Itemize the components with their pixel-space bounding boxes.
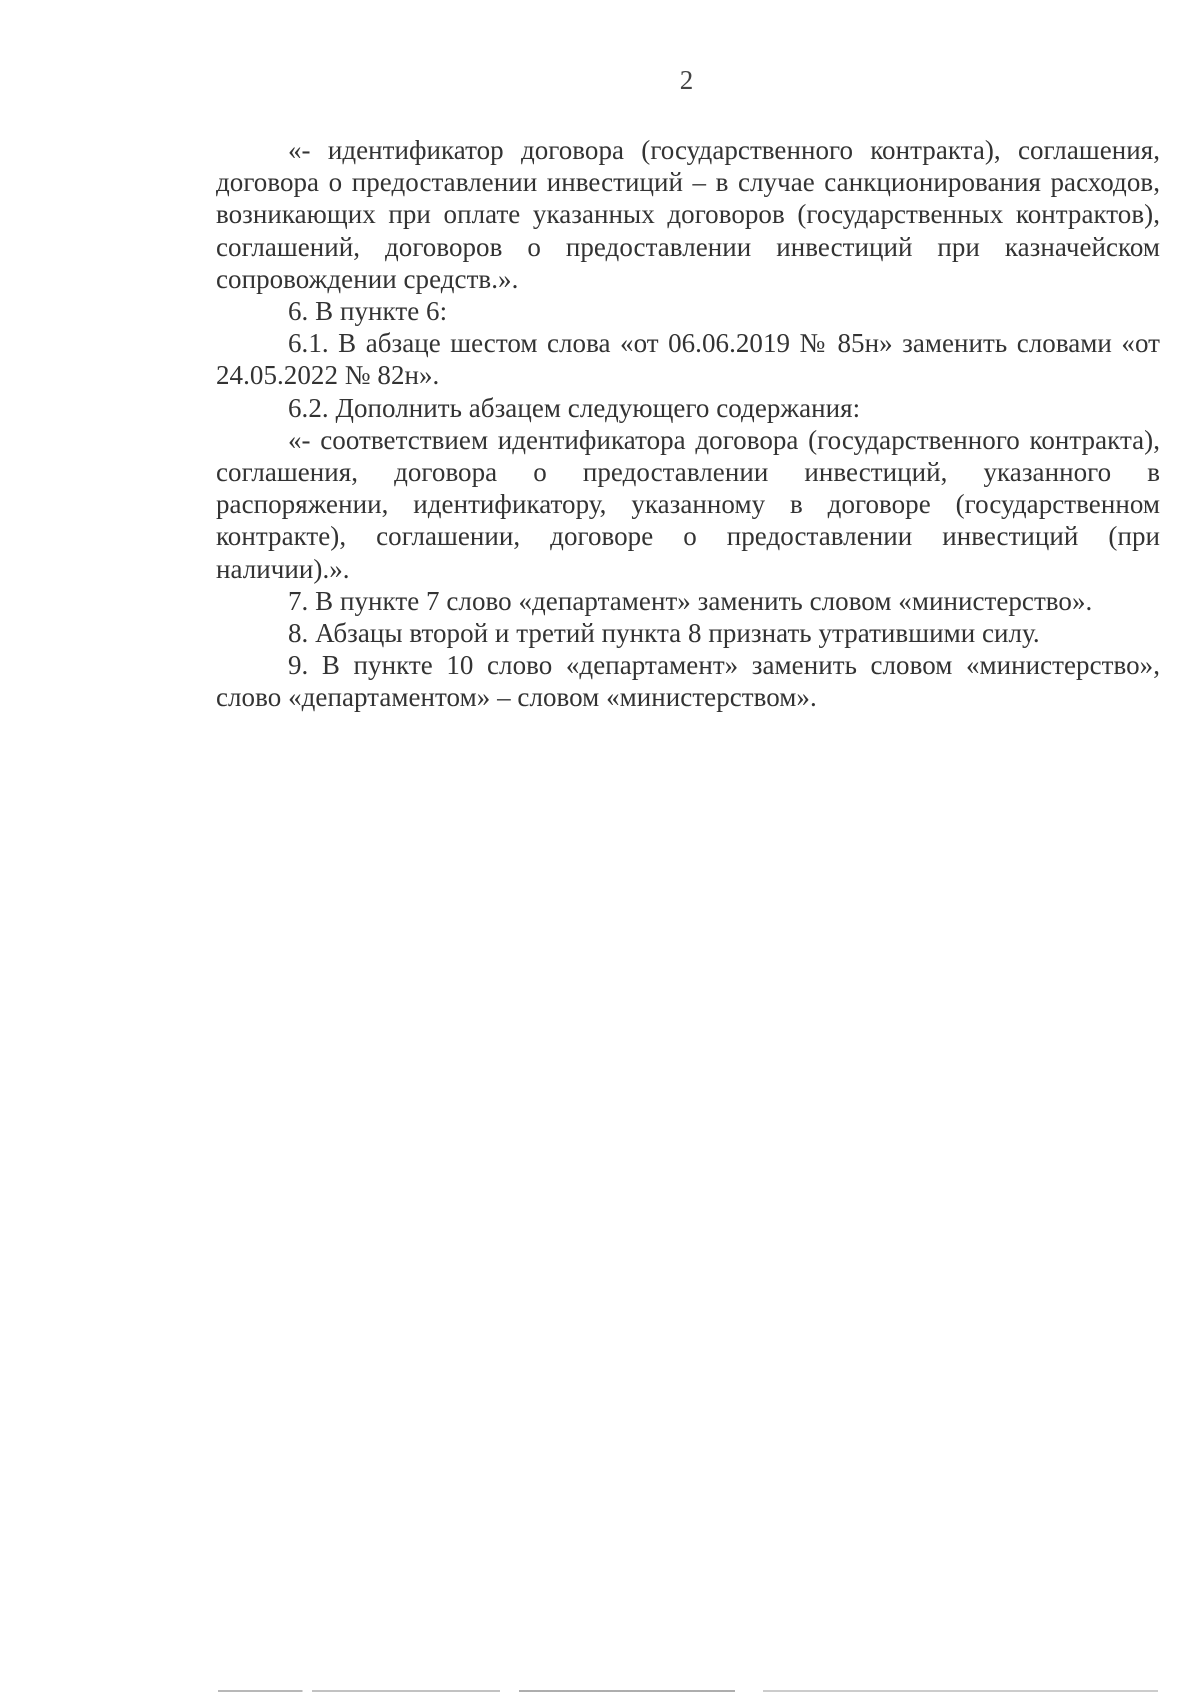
paragraph-item-7: 7. В пункте 7 слово «департамент» заменить словом «министерство».: [288, 585, 1093, 616]
paragraph-item-8: 8. Абзацы второй и третий пункта 8 признать утратившими силу.: [288, 618, 1040, 649]
paragraph-identifier-clause: «- идентификатор договора (государственного контракта), соглашения, договора о предоставлении инвестиций – в случае санкционирования расходов, возникающих при оплате указанных договоров (государственных контрактов), соглашений, договоров о предоставлении инвестиций при казначейском сопровождении средств.».: [216, 135, 1160, 294]
document-body: [216, 134, 1160, 714]
paragraph-item-9: 9. В пункте 10 слово «департамент» заменить словом «министерство», слово «департаментом» – словом «министерством».: [216, 650, 1160, 713]
paragraph-item-6: 6. В пункте 6:: [288, 296, 448, 327]
paragraph-correspondence-clause: «- соответствием идентификатора договора (государственного контракта), соглашения, договора о предоставлении инвестиций, указанного в распоряжении, идентификатору, указанному в договоре (государственном контракте), соглашении, договоре о предоставлении инвестиций (при наличии).».: [216, 424, 1160, 584]
paragraph-item-6-2: 6.2. Дополнить абзацем следующего содержания:: [288, 392, 861, 423]
paragraph-item-6-1: 6.1. В абзаце шестом слова «от 06.06.2019 № 85н» заменить словами «от 24.05.2022 № 82н».: [216, 328, 1160, 391]
scan-edge-line: [218, 1690, 1158, 1692]
page-number: 2: [679, 65, 694, 95]
